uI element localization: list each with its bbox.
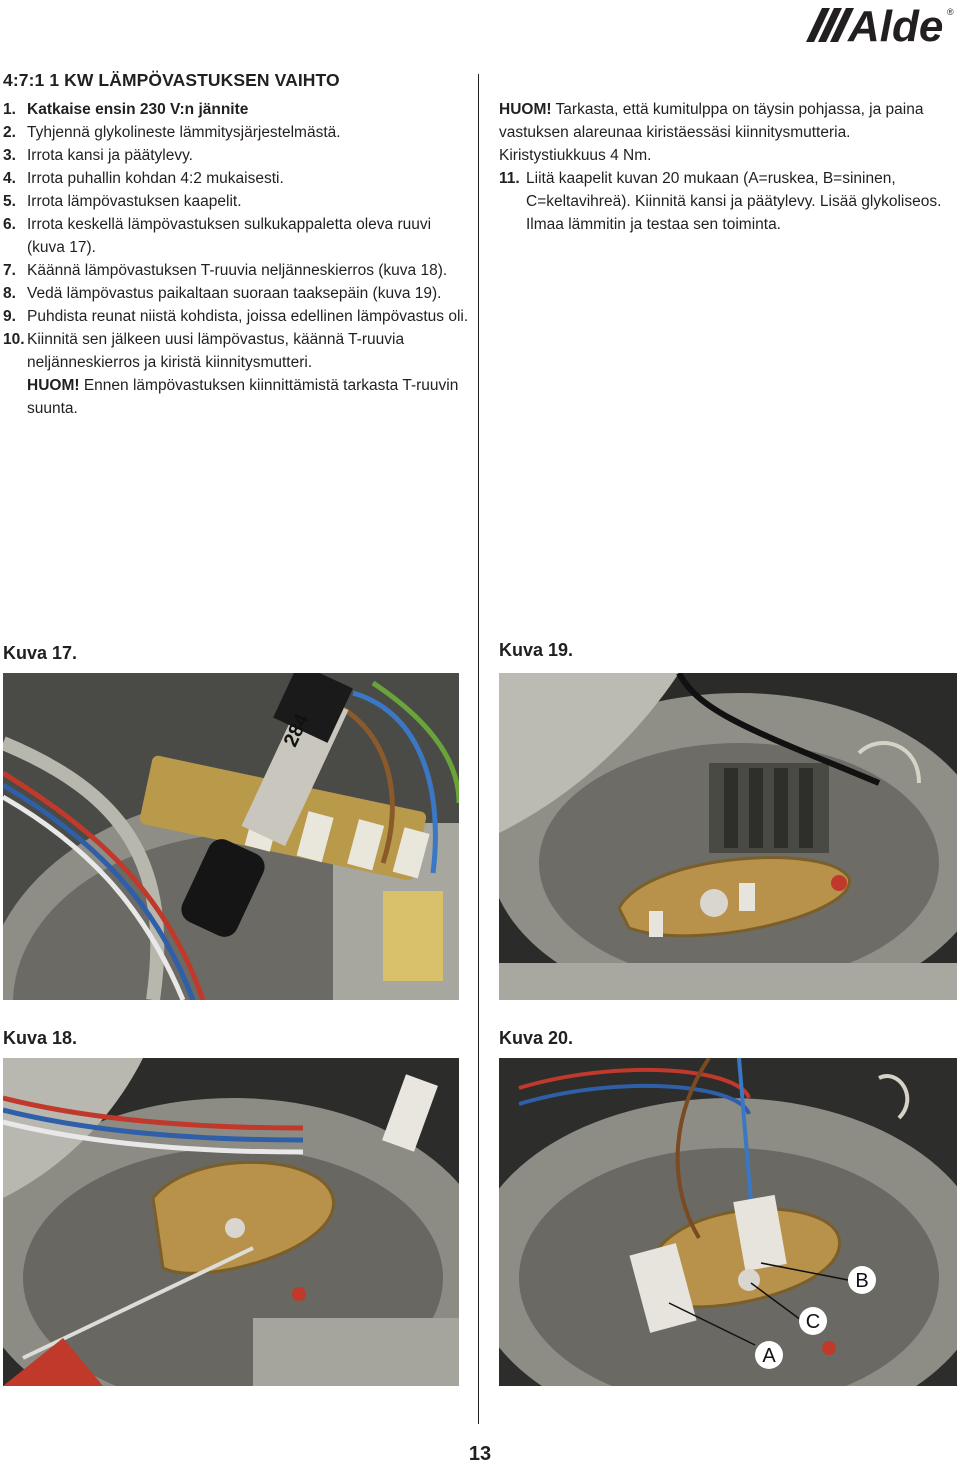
- section-title: 4:7:1 1 KW LÄMPÖVASTUKSEN VAIHTO: [3, 70, 340, 90]
- tag-text: 284: [279, 710, 314, 751]
- instruction-steps: [3, 98, 473, 420]
- step-item: [3, 190, 473, 213]
- step-text: Puhdista reunat niistä kohdista, joissa edellinen lämpövastus oli.: [27, 308, 469, 325]
- step-number: 3.: [3, 147, 16, 164]
- step-text: Katkaise ensin 230 V:n jännite: [27, 101, 249, 118]
- label-c: [799, 1307, 827, 1335]
- label-c-text: C: [805, 1311, 821, 1333]
- step-item: [3, 328, 473, 420]
- step-text: Kiinnitä sen jälkeen uusi lämpövastus, käännä T-ruuvia neljänneskierros ja kiristä kiinnitysmutteri.: [27, 331, 405, 371]
- step-text: Vedä lämpövastus paikaltaan suoraan taaksepäin (kuva 19).: [27, 285, 442, 302]
- step-text: Irrota puhallin kohdan 4:2 mukaisesti.: [27, 170, 284, 187]
- photo-kuva-18: [3, 1058, 459, 1386]
- caption-kuva-20: Kuva 20.: [499, 1028, 574, 1048]
- alde-logo: [804, 4, 956, 44]
- step-item: [3, 213, 473, 259]
- step-number: 7.: [3, 262, 16, 279]
- step-number: 9.: [3, 308, 16, 325]
- step-number: 2.: [3, 124, 16, 141]
- step-item: [3, 305, 473, 328]
- step-number: 8.: [3, 285, 16, 302]
- step-number: 1.: [3, 101, 16, 118]
- step-item: [3, 144, 473, 167]
- registered-mark: ®: [947, 7, 954, 17]
- step-item: [499, 167, 957, 236]
- warning-note: [499, 98, 957, 167]
- step-item: [3, 98, 473, 121]
- step-text: Irrota keskellä lämpövastuksen sulkukappaletta oleva ruuvi (kuva 17).: [27, 216, 432, 256]
- label-b-text: B: [855, 1270, 869, 1292]
- step-number: 4.: [3, 170, 16, 187]
- logo-text: Alde: [848, 4, 944, 44]
- step-item: [3, 167, 473, 190]
- step-number: 6.: [3, 216, 16, 233]
- label-b: [848, 1266, 876, 1294]
- photo-kuva-17: [3, 673, 459, 1000]
- note-text: Tarkasta, että kumitulppa on täysin pohjassa, ja paina vastuksen alareunaa kiristäessäsi kiinnitysmutteria. Kiristystiukkuus 4 Nm.: [499, 101, 924, 164]
- step-item: [3, 282, 473, 305]
- caption-kuva-19: Kuva 19.: [499, 640, 574, 660]
- note-label: HUOM!: [27, 377, 80, 394]
- caption-kuva-18: Kuva 18.: [3, 1028, 78, 1048]
- note-label: HUOM!: [499, 101, 552, 118]
- label-a-text: A: [762, 1345, 776, 1367]
- step-item: [3, 121, 473, 144]
- label-a: [755, 1341, 783, 1369]
- photo-kuva-20: [499, 1058, 957, 1386]
- note-text: Ennen lämpövastuksen kiinnittämistä tarkasta T-ruuvin suunta.: [27, 377, 459, 417]
- step-text: Irrota kansi ja päätylevy.: [27, 147, 193, 164]
- step-text: Tyhjennä glykolineste lämmitysjärjestelmästä.: [27, 124, 341, 141]
- column-divider: [478, 74, 479, 1424]
- step-item: [3, 259, 473, 282]
- right-column-text: [499, 98, 957, 236]
- caption-kuva-17: Kuva 17.: [3, 643, 78, 663]
- step-text: Liitä kaapelit kuvan 20 mukaan (A=ruskea, B=sininen, C=keltavihreä). Kiinnitä kansi ja päätylevy. Lisää glykoliseos. Ilmaa lämmitin ja testaa sen toiminta.: [526, 170, 942, 233]
- step-text: Käännä lämpövastuksen T-ruuvia neljänneskierros (kuva 18).: [27, 262, 448, 279]
- step-number: 5.: [3, 193, 16, 210]
- step-text: Irrota lämpövastuksen kaapelit.: [27, 193, 242, 210]
- step-number: 10.: [3, 331, 25, 348]
- page-number: 13: [468, 1443, 492, 1465]
- step-number: 11.: [499, 170, 520, 187]
- photo-kuva-19: [499, 673, 957, 1000]
